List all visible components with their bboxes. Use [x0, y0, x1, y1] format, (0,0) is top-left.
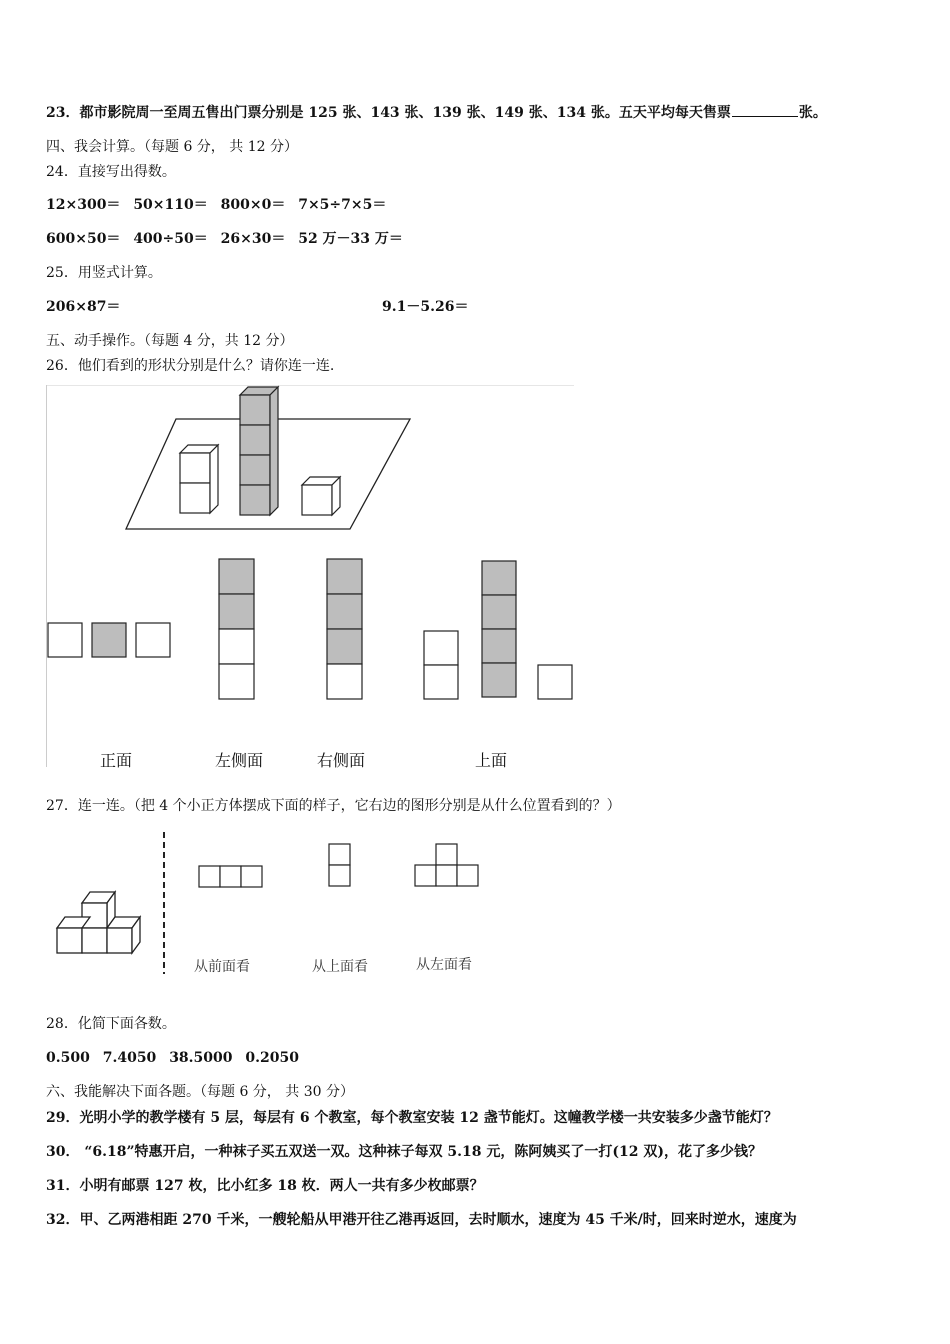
left-cube-stack	[180, 445, 218, 513]
calc-item: 600×50＝	[46, 231, 121, 247]
calc-item: 800×0＝	[220, 197, 286, 213]
calc-item: 400÷50＝	[133, 231, 208, 247]
label-front: 正面	[100, 751, 133, 770]
question-30: 30． “6.18”特惠开启，一种袜子买五双送一双。这种袜子每双 5.18 元，陈阿姨买了一打(12 双)，花了多少钱？	[46, 1144, 763, 1160]
view-left-side	[219, 559, 254, 699]
question-32: 32．甲、乙两港相距 270 千米，一艘轮船从甲港开往乙港再返回，去时顺水，速度为 45 千米/时，回来时逆水，速度为	[46, 1212, 797, 1228]
label-left-side: 左侧面	[215, 751, 264, 770]
calc-item: 12×300＝	[46, 197, 121, 213]
middle-cube-stack	[240, 387, 278, 515]
section-6-title: 六、我能解决下面各题。（每题 6 分， 共 30 分）	[46, 1084, 354, 1100]
section-4-title: 四、我会计算。（每题 6 分， 共 12 分）	[46, 139, 298, 155]
q27-figure	[46, 828, 502, 980]
label-from-top: 从上面看	[312, 959, 368, 975]
answer-blank[interactable]	[732, 104, 798, 117]
calc-item: 7×5÷7×5＝	[298, 197, 387, 213]
question-28-title: 28．化简下面各数。	[46, 1016, 176, 1032]
question-31: 31．小明有邮票 127 枚，比小红多 18 枚．两人一共有多少枚邮票？	[46, 1178, 484, 1194]
q27-cube-arrangement	[57, 892, 140, 953]
q26-figure	[46, 385, 576, 770]
question-23-text: 23．都市影院周一至周五售出门票分别是 125 张、143 张、139 张、149 张、134 张。五天平均每天售票	[46, 105, 731, 121]
question-28-numbers	[46, 1049, 299, 1067]
number-item: 38.5000	[169, 1050, 233, 1066]
label-from-front: 从前面看	[194, 959, 250, 975]
view-top	[424, 561, 572, 699]
question-23-suffix: 张。	[798, 105, 827, 121]
number-item: 0.500	[46, 1050, 90, 1066]
question-24-row-2	[46, 230, 403, 248]
label-right-side: 右侧面	[317, 751, 366, 770]
question-25-title: 25．用竖式计算。	[46, 265, 162, 281]
q27-view-top	[329, 844, 350, 886]
calc-item: 52 万－33 万＝	[298, 231, 403, 247]
question-25-expr-2: 9.1－5.26＝	[382, 299, 469, 315]
q26-figure-svg	[46, 385, 576, 770]
view-front	[48, 623, 170, 657]
label-from-left: 从左面看	[416, 957, 472, 973]
calc-item: 50×110＝	[133, 197, 208, 213]
right-cube-single	[302, 477, 340, 515]
q27-view-left	[415, 844, 478, 886]
question-24-title: 24．直接写出得数。	[46, 164, 176, 180]
question-26-title: 26．他们看到的形状分别是什么？请你连一连.	[46, 358, 335, 374]
question-23	[46, 104, 827, 122]
number-item: 7.4050	[102, 1050, 157, 1066]
question-27-title: 27．连一连。（把 4 个小正方体摆成下面的样子，它右边的图形分别是从什么位置看到的？）	[46, 798, 621, 814]
question-29: 29．光明小学的教学楼有 5 层，每层有 6 个教室，每个教室安装 12 盏节能灯。这幢教学楼一共安装多少盏节能灯？	[46, 1110, 778, 1126]
view-right-side	[327, 559, 362, 699]
calc-item: 26×30＝	[220, 231, 286, 247]
question-25-expr-1: 206×87＝	[46, 299, 121, 315]
section-5-title: 五、动手操作。（每题 4 分，共 12 分）	[46, 333, 294, 349]
q27-view-front	[199, 866, 262, 887]
question-24-row-1	[46, 196, 386, 214]
label-top: 上面	[475, 751, 508, 770]
number-item: 0.2050	[245, 1050, 299, 1066]
